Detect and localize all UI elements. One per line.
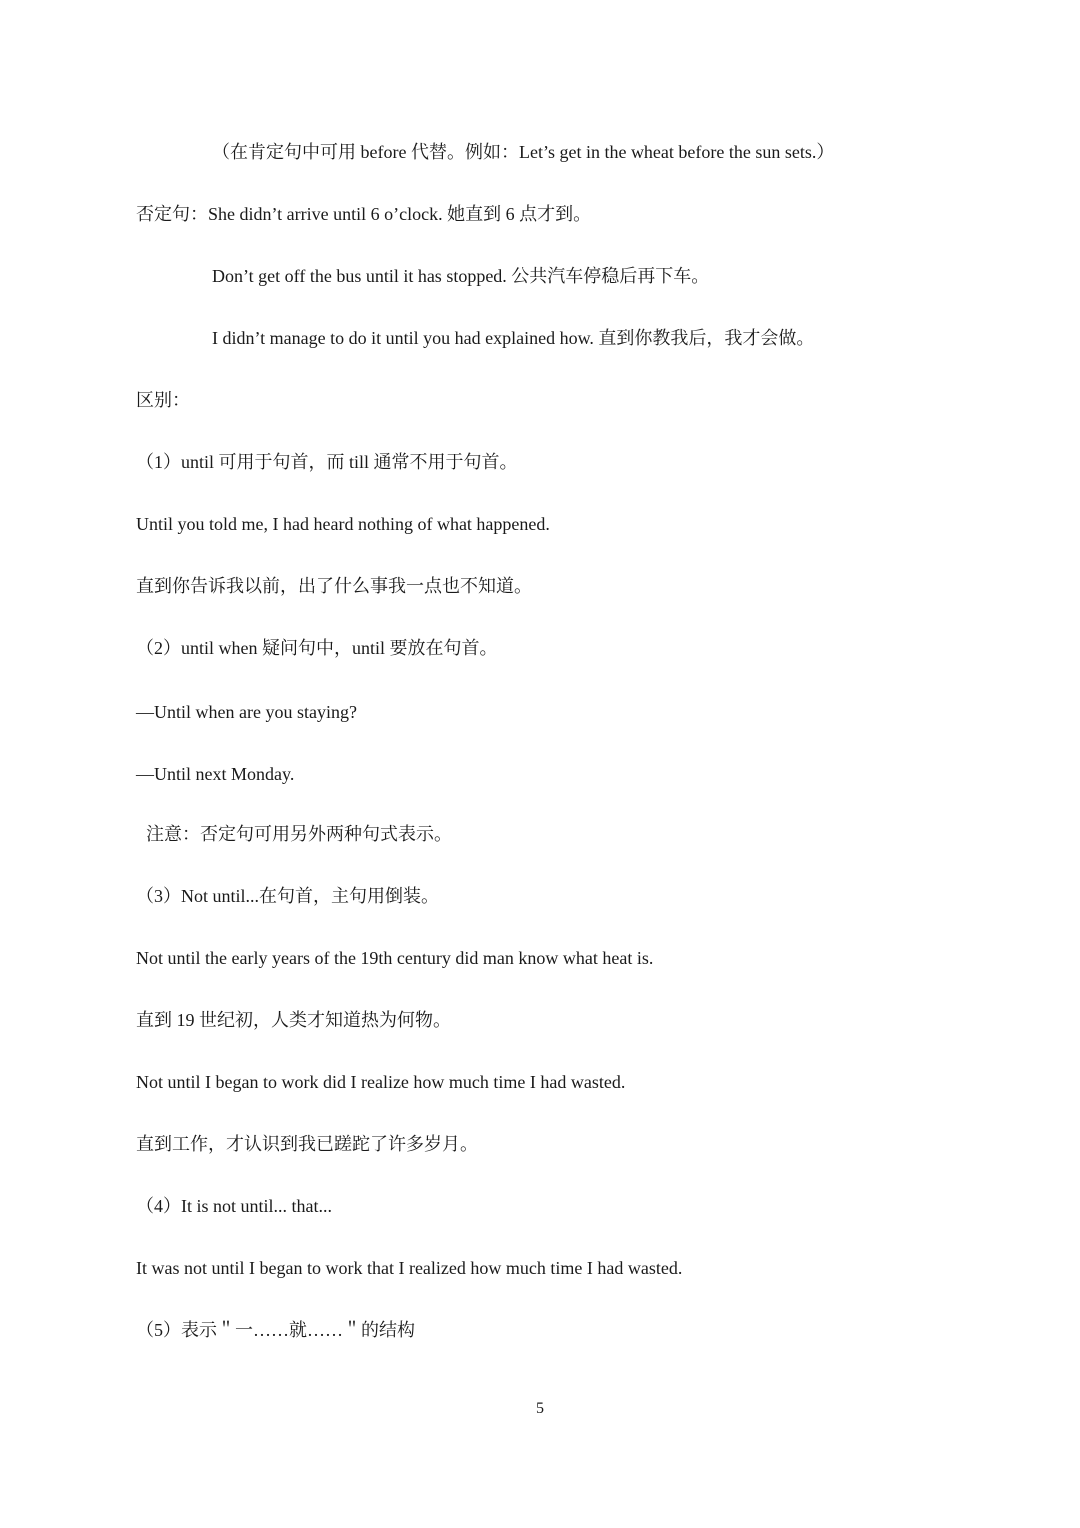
text-line-point-2: （2）until when 疑问句中，until 要放在句首。 <box>136 638 498 658</box>
text-line-point-1-example-zh: 直到你告诉我以前，出了什么事我一点也不知道。 <box>136 576 532 596</box>
text-line-point-4: （4）It is not until... that... <box>136 1196 332 1216</box>
text-line-point-3-example-1-zh: 直到 19 世纪初，人类才知道热为何物。 <box>136 1010 451 1030</box>
text-line-point-1-example-en: Until you told me, I had heard nothing of what happened. <box>136 514 550 534</box>
text-line-point-3-example-2-zh: 直到工作，才认识到我已蹉跎了许多岁月。 <box>136 1134 478 1154</box>
text-line-dialog-question: —Until when are you staying? <box>136 702 357 722</box>
text-line-note: 注意：否定句可用另外两种句式表示。 <box>146 824 452 844</box>
page-number: 5 <box>536 1400 544 1417</box>
text-line-point-3-example-2-en: Not until I began to work did I realize how much time I had wasted. <box>136 1072 626 1092</box>
text-line-point-5: （5）表示＂一……就……＂的结构 <box>136 1320 415 1340</box>
text-line-negative-example-1: 否定句：She didn’t arrive until 6 o’clock. 她直到 6 点才到。 <box>136 204 592 224</box>
text-line-difference-heading: 区别： <box>136 390 190 410</box>
text-line-point-4-example: It was not until I began to work that I realized how much time I had wasted. <box>136 1258 683 1278</box>
text-line-point-1: （1）until 可用于句首，而 till 通常不用于句首。 <box>136 452 518 472</box>
text-line-negative-example-2: Don’t get off the bus until it has stopped. 公共汽车停稳后再下车。 <box>212 266 710 286</box>
text-line-dialog-answer: —Until next Monday. <box>136 764 295 784</box>
text-line-negative-example-3: I didn’t manage to do it until you had explained how. 直到你教我后，我才会做。 <box>212 328 815 348</box>
text-line-point-3-example-1-en: Not until the early years of the 19th century did man know what heat is. <box>136 948 654 968</box>
text-line-before-note: （在肯定句中可用 before 代替。例如：Let’s get in the wheat before the sun sets.） <box>212 142 835 162</box>
text-line-point-3: （3）Not until...在句首，主句用倒装。 <box>136 886 440 906</box>
